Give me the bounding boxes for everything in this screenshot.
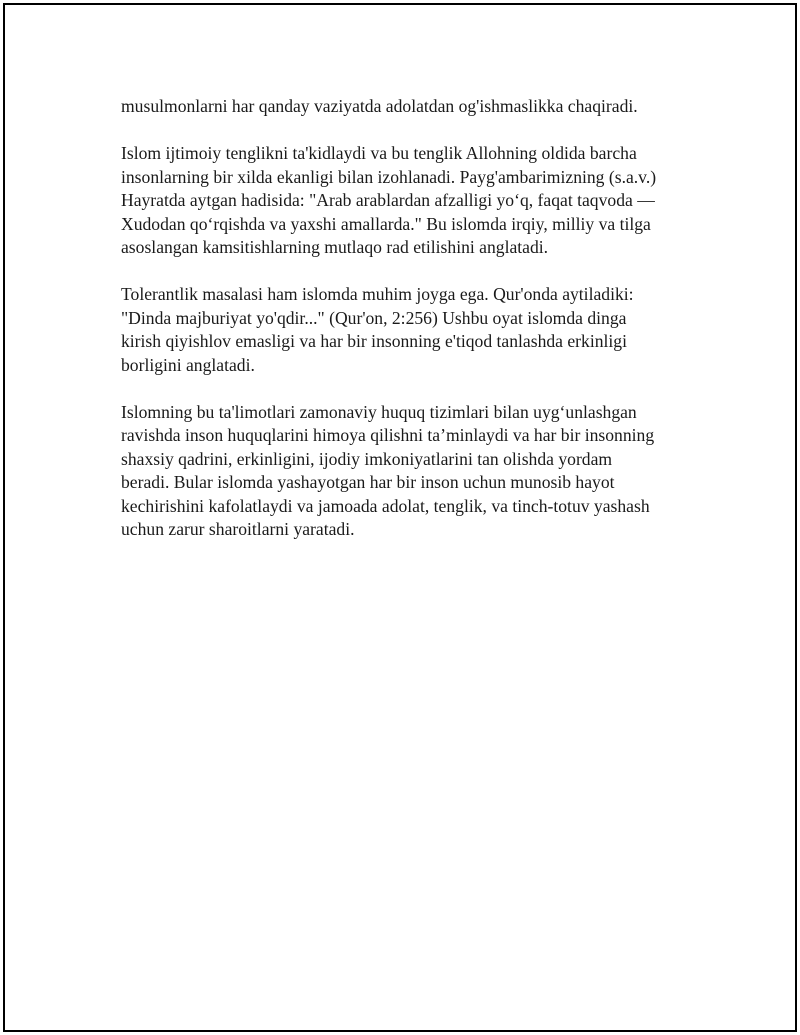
paragraph-justice: musulmonlarni har qanday vaziyatda adolatdan og'ishmaslikka chaqiradi. (121, 96, 638, 116)
document-body (121, 95, 691, 565)
paragraph-human-rights: Islomning bu ta'limotlari zamonaviy huquq tizimlari bilan uyg‘unlashgan ravishda inson huquqlarini himoya qilishni ta’minlaydi va har bir insonning shaxsiy qadrini, erkinligini, ijodiy imkoniyatlarini tan olishda yordam beradi. Bular islomda yashayotgan har bir inson uchun munosib hayot kechirishini kafolatlaydi va jamoada adolat, tenglik, va tinch-totuv yashash uchun zarur sharoitlarni yaratadi. (121, 401, 655, 539)
page-frame (3, 3, 797, 1032)
paragraph-social-equality: Islom ijtimoiy tenglikni ta'kidlaydi va bu tenglik Allohning oldida barcha insonlarning bir xilda ekanligi bilan izohlanadi. Payg'ambarimizning (s.a.v.) Hayratda aytgan hadisida: "Arab arablardan afzalligi yo‘q, faqat taqvoda — Xudodan qo‘rqishda va yaxshi amallarda." Bu islomda irqiy, milliy va tilga asoslangan kamsitishlarning mutlaqo rad etilishini anglatadi. (121, 143, 657, 257)
paragraph-tolerance: Tolerantlik masalasi ham islomda muhim joyga ega. Qur'onda aytiladiki: "Dinda majburiyat yo'qdir..." (Qur'on, 2:256) Ushbu oyat islomda dinga kirish qiyishlov emasligi va har bir insonning e'tiqod tanlashda erkinligi borligini anglatadi. (121, 284, 634, 375)
